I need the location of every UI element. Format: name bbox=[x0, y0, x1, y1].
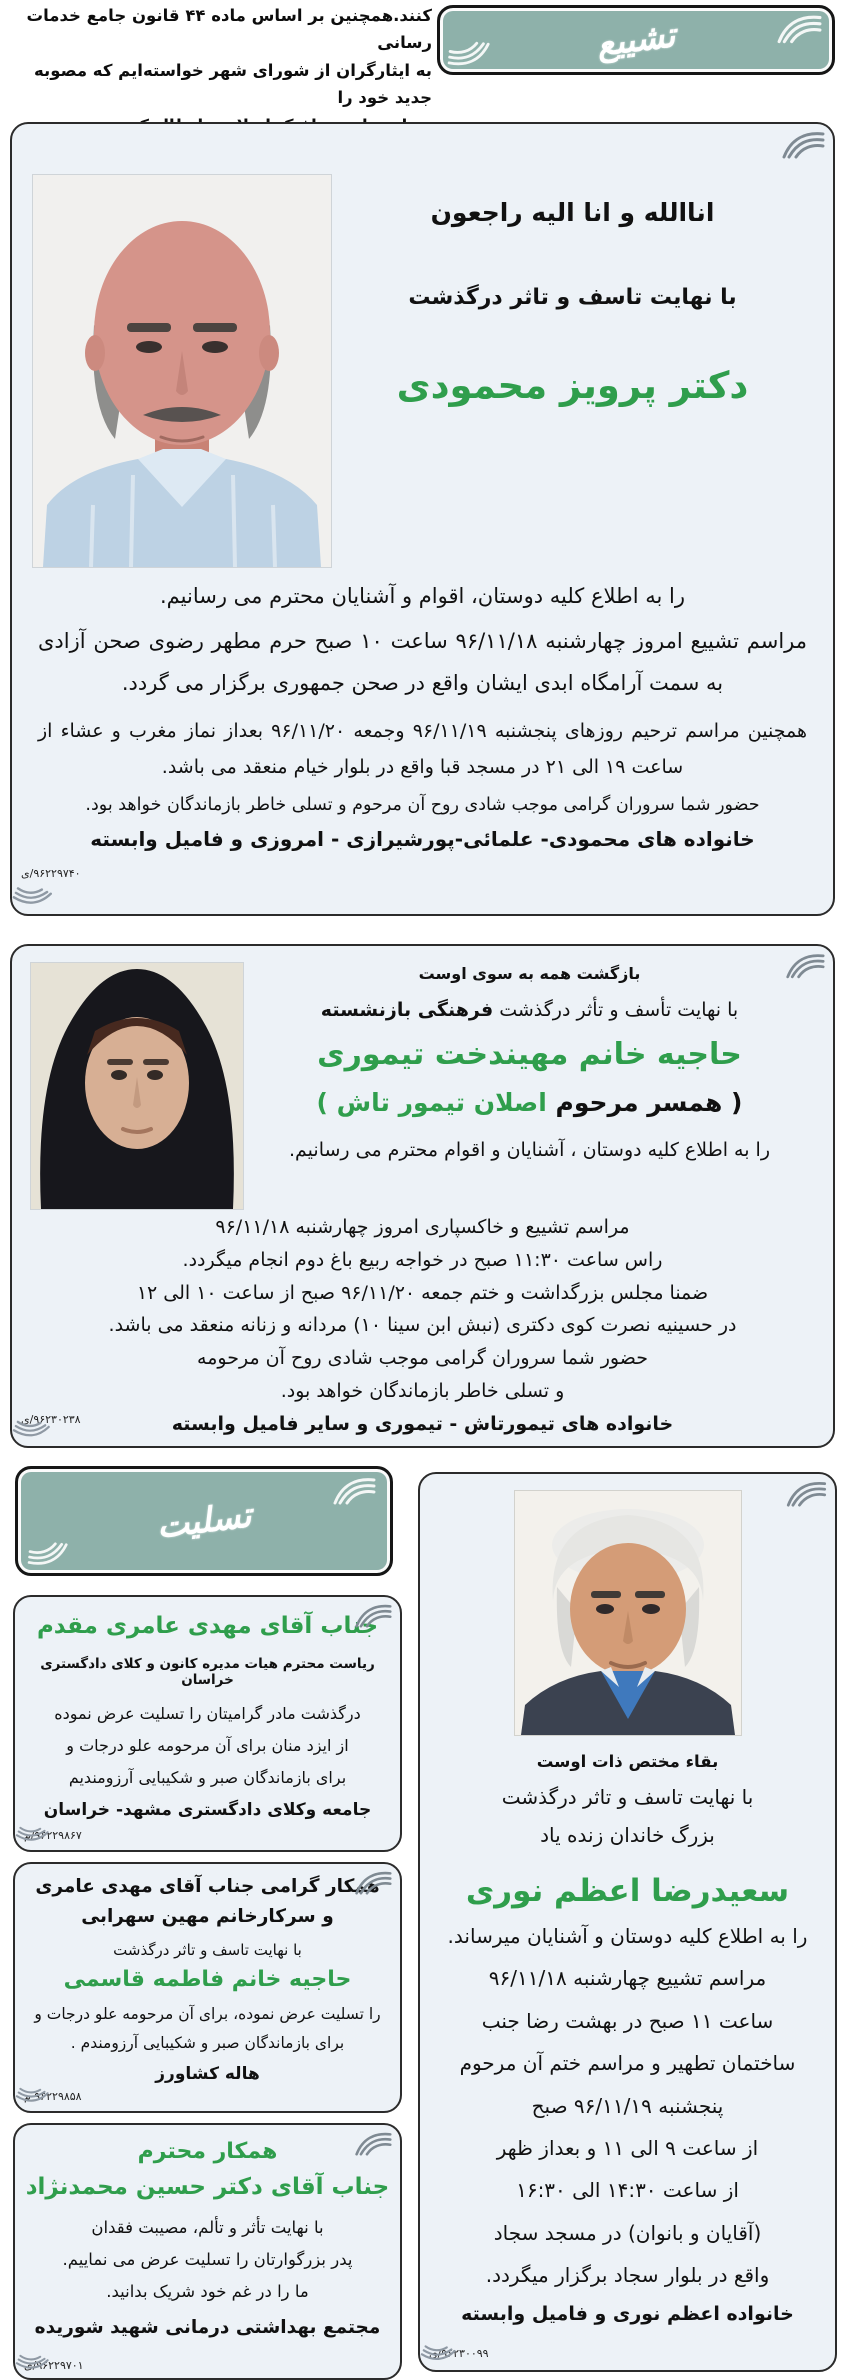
intro-bold: فرهنگی بازنشسته bbox=[320, 999, 494, 1021]
basmala-text: اناالله و انا الیه راجعون bbox=[430, 198, 715, 227]
condolence-line: درگذشت مادر گرامیتان را تسلیت عرض نموده bbox=[54, 1704, 361, 1723]
ceremony-line: مراسم تشییع و خاکسپاری امروز چهارشنبه ۹۶/۱۱/۱۸ bbox=[215, 1216, 630, 1238]
ceremony-line: (آقایان و بانوان) در مسجد سجاد bbox=[493, 2220, 762, 2245]
section-header-tashyi bbox=[437, 5, 835, 75]
closing-line: و تسلی خاطر بازماندگان خواهد بود. bbox=[280, 1379, 565, 1402]
intro-text: با نهایت تاسف و تاثر درگذشت bbox=[408, 285, 737, 310]
condolence-line: ما را در غم خود شریک بدانید. bbox=[106, 2282, 309, 2302]
intro-text: با نهایت تاسف و تاثر درگذشت bbox=[113, 1940, 302, 1959]
family-signature: خانواده اعظم نوری و فامیل وابسته bbox=[461, 2302, 794, 2325]
ceremony-line: مراسم تشییع چهارشنبه ۹۶/۱۱/۱۸ bbox=[488, 1966, 767, 1991]
condolence-line: از ایزد منان برای آن مرحومه علو درجات و bbox=[66, 1736, 349, 1755]
portrait-photo-elderly-man bbox=[514, 1490, 742, 1736]
condolence-text bbox=[15, 2212, 400, 2309]
portrait-photo-man bbox=[32, 174, 332, 568]
ceremony-line: پنجشنبه ۹۶/۱۱/۱۹ صبح bbox=[531, 2093, 724, 2118]
condolence-line: را تسلیت عرض نموده، برای آن مرحومه علو درجات و bbox=[34, 2004, 381, 2023]
sender-signature: مجتمع بهداشتی درمانی شهید شوریده bbox=[34, 2316, 381, 2338]
deceased-name: سعیدرضا اعظم نوری bbox=[465, 1873, 790, 1909]
flourish-icon bbox=[354, 2130, 392, 2160]
flourish-icon bbox=[354, 1869, 392, 1899]
spouse-line bbox=[244, 1088, 815, 1117]
addressee-name: همکار گرامی جناب آقای مهدی عامری bbox=[35, 1876, 380, 1897]
obituary-azam-nouri bbox=[418, 1472, 837, 2372]
obituary-mahindokht-teymouri bbox=[10, 944, 835, 1448]
condolence-line: برای بازماندگان صبر و شکیبایی آرزومندم . bbox=[70, 2033, 345, 2052]
condolence-text bbox=[15, 2000, 400, 2059]
family-signature: خانواده های تیمورتاش - تیموری و سایر فامیل وابسته bbox=[171, 1412, 674, 1435]
motto-text: بقاء مختص ذات اوست bbox=[536, 1752, 719, 1771]
flourish-icon bbox=[785, 951, 825, 983]
section-header-tasliat bbox=[15, 1466, 393, 1576]
flourish-icon bbox=[14, 1815, 52, 1851]
obituary2-top bbox=[12, 946, 833, 1210]
condolence-mohammadnejad bbox=[13, 2123, 402, 2380]
motto-text: بازگشت همه به سوی اوست bbox=[418, 964, 641, 983]
intro-text: با نهایت تاسف و تاثر درگذشت bbox=[501, 1785, 754, 1809]
notice-code: ۹۶۲۲۹۸۶۷/م bbox=[24, 1829, 82, 1842]
obituary1-top bbox=[12, 124, 833, 568]
portrait-photo-woman bbox=[30, 962, 244, 1210]
tasliat-calligraphy: تسلیت bbox=[154, 1495, 254, 1547]
top-note bbox=[0, 2, 432, 139]
top-note-line: به ایثارگران از شورای شهر خواسته‌ایم که مصوبه جدید خود را bbox=[34, 60, 432, 108]
ceremony-line: از ساعت ۱۴:۳۰ الی ۱۶:۳۰ bbox=[516, 2178, 739, 2203]
spouse-name: اصلان تیمور تاش ) bbox=[316, 1088, 547, 1117]
flourish-icon bbox=[14, 2343, 52, 2379]
intro-text: بزرگ خاندان زنده یاد bbox=[540, 1823, 715, 1847]
condolence-text bbox=[15, 1698, 400, 1794]
ceremony-line: را به اطلاع کلیه دوستان و آشنایان میرساند. bbox=[447, 1924, 808, 1948]
closing-text: حضور شما سروران گرامی موجب شادی روح آن مرحوم و تسلی خاطر بازماندگان خواهد بود. bbox=[85, 795, 760, 815]
ceremony-line: ساختمان تطهیر و مراسم ختم آن مرحوم bbox=[459, 2051, 796, 2076]
obituary2-headings bbox=[244, 958, 815, 1210]
condolence-line: با نهایت تأثر و تألم، مصیبت فقدان bbox=[91, 2218, 324, 2237]
intro-normal: با نهایت تأسف و تأثر درگذشت bbox=[493, 999, 739, 1021]
deceased-name: حاجیه خانم مهیندخت تیموری bbox=[317, 1037, 742, 1072]
deceased-name: حاجیه خانم فاطمه قاسمی bbox=[63, 1966, 352, 1992]
addressee-name: و سرکارخانم مهین سهرابی bbox=[81, 1905, 334, 1927]
deceased-name: دکتر پرویز محمودی bbox=[396, 364, 749, 407]
addressee-name: جناب آقای مهدی عامری مقدم bbox=[36, 1613, 379, 1639]
announce-text: را به اطلاع کلیه دوستان ، آشنایان و اقوام محترم می رسانیم. bbox=[288, 1139, 771, 1161]
addressee-name: جناب آقای دکتر حسین محمدنژاد bbox=[25, 2174, 390, 2200]
ceremony-text bbox=[420, 1915, 835, 2297]
flourish-icon bbox=[354, 1602, 392, 1632]
sender-signature: جامعه وکلای دادگستری مشهد- خراسان bbox=[43, 1800, 372, 1820]
condolence-line: پدر بزرگوارتان را تسلیت عرض می نماییم. bbox=[62, 2250, 353, 2270]
flourish-icon bbox=[785, 1479, 827, 1511]
closing-line: حضور شما سروران گرامی موجب شادی روح آن مرحومه bbox=[197, 1347, 648, 1370]
flourish-icon bbox=[419, 2333, 460, 2372]
tashyi-calligraphy: تشییع bbox=[594, 15, 678, 65]
obituary-parviz-mahmoudi bbox=[10, 122, 835, 916]
ceremony-line: راس ساعت ۱۱:۳۰ صبح در خواجه ربیع باغ دوم انجام میگردد. bbox=[182, 1248, 663, 1271]
flourish-icon bbox=[781, 129, 825, 163]
top-note-line: کنند.همچنین بر اساس ماده ۴۴ قانون جامع خدمات رسانی bbox=[26, 6, 432, 53]
condolence-ameri-moghaddam bbox=[13, 1595, 402, 1852]
memorial-line: در حسینیه نصرت کوی دکتری (نبش ابن سینا ۱۰) مردانه و زنانه منعقد می باشد. bbox=[108, 1314, 737, 1337]
memorial-paragraph: همچنین مراسم ترحیم روزهای پنجشنبه ۹۶/۱۱/۱۹ وجمعه ۹۶/۱۱/۲۰ بعداز نماز مغرب و عشاء از ساعت ۱۹ الی ۲۱ در مسجد قبا واقع در بلوار خیام منعقد می باشد. bbox=[38, 719, 807, 778]
addressee-title: همکار محترم bbox=[137, 2139, 278, 2164]
memorial-line: ضمنا مجلس بزرگداشت و ختم جمعه ۹۶/۱۱/۲۰ صبح از ساعت ۱۰ الی ۱۲ bbox=[136, 1281, 709, 1304]
announce-text: را به اطلاع کلیه دوستان، اقوام و آشنایان محترم می رسانیم. bbox=[160, 584, 685, 608]
notice-code: ۹۶۲۲۹۸۵۸ م bbox=[24, 2090, 82, 2103]
condolence-fatemeh-ghasemi bbox=[13, 1862, 402, 2113]
flourish-icon bbox=[10, 874, 55, 916]
addressee-role: ریاست محترم هیات مدیره کانون و کلای دادگستری خراسان bbox=[40, 1656, 375, 1688]
notice-code: ۹۶۲۳۰۲۳۸/ی bbox=[21, 1413, 81, 1426]
ceremony-line: واقع در بلوار سجاد برگزار میگردد. bbox=[485, 2263, 770, 2288]
family-signature: خانواده های محمودی- علمائی-پورشیرازی - امروزی و فامیل وابسته bbox=[90, 827, 755, 851]
obituary1-headings bbox=[332, 140, 813, 568]
ceremony-line: از ساعت ۹ الی ۱۱ و بعداز ظهر bbox=[496, 2135, 759, 2160]
spouse-prefix: ( همسر مرحوم bbox=[546, 1088, 743, 1117]
ceremony-paragraph: مراسم تشییع امروز چهارشنبه ۹۶/۱۱/۱۸ ساعت ۱۰ صبح حرم مطهر رضوی صحن آزادی به سمت آرامگاه ابدی ایشان واقع در صحن جمهوری برگزار می گردد. bbox=[38, 629, 808, 696]
notice-code: ۹۶۲۲۹۷۰۱/ی bbox=[24, 2359, 84, 2372]
intro-text bbox=[244, 999, 815, 1021]
condolence-line: برای بازماندگان صبر و شکیبایی آرزومندیم bbox=[68, 1768, 347, 1787]
sender-signature: هاله کشاورز bbox=[155, 2064, 260, 2085]
notice-code: ۹۶۲۲۹۷۴۰/ی bbox=[21, 867, 81, 880]
ceremony-line: ساعت ۱۱ صبح در بهشت رضا جنب bbox=[481, 2008, 774, 2033]
notice-code: ۹۶۲۳۰۰۹۹/ی bbox=[429, 2347, 489, 2360]
